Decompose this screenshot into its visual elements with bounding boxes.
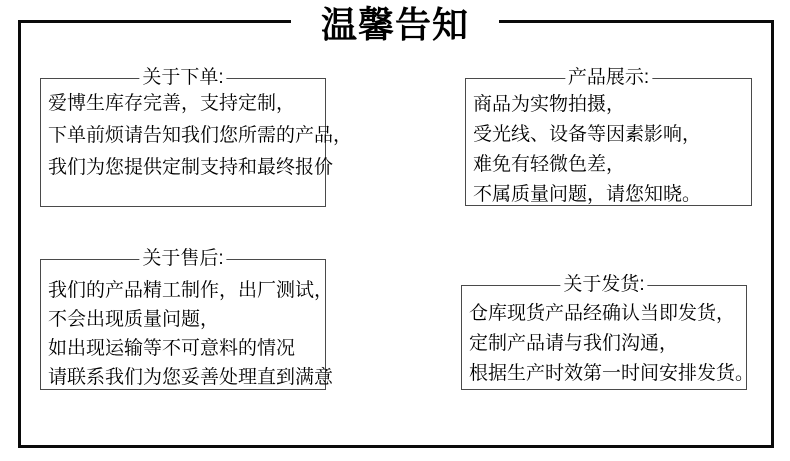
box-ordering-body	[41, 79, 353, 184]
notice-line: 我们为您提供定制支持和最终报价	[48, 157, 334, 178]
box-product-display-header: 产品展示:	[565, 68, 652, 88]
box-ordering-header: 关于下单:	[139, 68, 226, 88]
notice-box-after-sales	[40, 248, 334, 390]
notice-line: 定制产品请与我们沟通，	[469, 333, 679, 354]
box-after-sales-body	[41, 260, 334, 392]
notice-box-shipping	[461, 274, 755, 390]
notice-line: 商品为实物拍摄，	[473, 94, 626, 115]
notice-line: 不属质量问题，请您知晓。	[473, 184, 702, 205]
notice-line: 仓库现货产品经确认当即发货，	[469, 303, 736, 324]
notice-box-ordering	[40, 67, 353, 207]
box-shipping-header: 关于发货:	[560, 275, 647, 295]
notice-line: 不会出现质量问题，	[48, 309, 220, 330]
notice-line: 请联系我们为您妥善处理直到满意	[48, 367, 334, 388]
notice-box-product-display	[465, 67, 752, 206]
notice-line: 难免有轻微色差，	[473, 154, 626, 175]
notice-line: 如出现运输等不可意料的情况	[48, 338, 296, 359]
notice-line: 我们的产品精工制作，出厂测试，	[48, 280, 334, 301]
notice-line: 根据生产时效第一时间安排发货。	[469, 363, 755, 384]
notice-line: 受光线、设备等因素影响，	[473, 124, 702, 145]
notice-line: 爱博生库存完善，支持定制，	[48, 93, 296, 114]
notice-line: 下单前烦请告知我们您所需的产品，	[48, 125, 353, 146]
box-shipping-body	[462, 286, 755, 389]
page-title: 温馨告知	[291, 3, 499, 47]
box-product-display-body	[466, 79, 751, 210]
box-after-sales-header: 关于售后:	[139, 249, 226, 269]
